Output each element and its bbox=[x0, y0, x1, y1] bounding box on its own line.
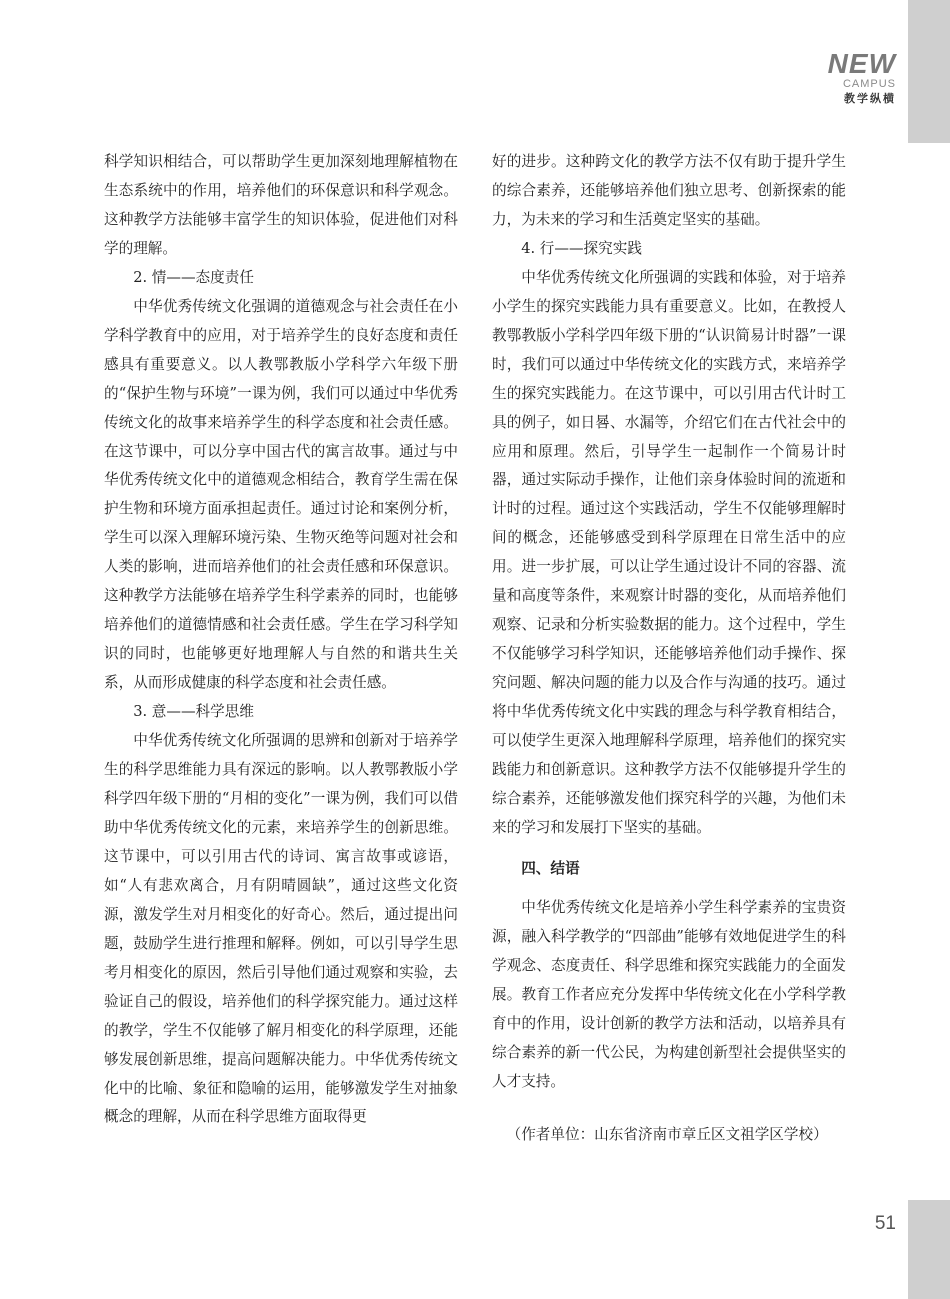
header-side-tab bbox=[908, 0, 950, 143]
right-column bbox=[492, 148, 846, 1149]
masthead-new-logo: NEW bbox=[827, 48, 896, 79]
footer-side-tab bbox=[908, 1200, 950, 1299]
subheading-inquiry-practice: 4. 行——探究实践 bbox=[521, 239, 642, 257]
left-column bbox=[104, 148, 458, 1132]
section-title-conclusion: 四、结语 bbox=[521, 859, 580, 877]
paragraph-attitude-responsibility: 中华优秀传统文化强调的道德观念与社会责任在小学科学教育中的应用，对于培养学生的良好态度和责任感具有重要意义。以人教鄂教版小学科学六年级下册的“保护生物与环境”一课为例，我们可以通过中华优秀传统文化的故事来培养学生的科学态度和社会责任感。在这节课中，可以分享中国古代的寓言故事。通过与中华优秀传统文化中的道德观念相结合，教育学生需在保护生物和环境方面承担起责任。通过讨论和案例分析，学生可以深入理解环境污染、生物灭绝等问题对社会和人类的影响，进而培养他们的社会责任感和环保意识。这种教学方法能够在培养学生科学素养的同时，也能够培养他们的道德情感和社会责任感。学生在学习科学知识的同时，也能够更好地理解人与自然的和谐共生关系，从而形成健康的科学态度和社会责任感。 bbox=[104, 297, 458, 692]
paragraph-continuation-right: 好的进步。这种跨文化的教学方法不仅有助于提升学生的综合素养，还能够培养他们独立思考、创新探索的能力，为未来的学习和生活奠定坚实的基础。 bbox=[492, 153, 846, 228]
paragraph-conclusion: 中华优秀传统文化是培养小学生科学素养的宝贵资源，融入科学教学的“四部曲”能够有效地促进学生的科学观念、态度责任、科学思维和探究实践能力的全面发展。教育工作者应充分发挥中华传统文化在小学科学教育中的作用，设计创新的教学方法和活动，以培养具有综合素养的新一代公民，为构建创新型社会提供坚实的人才支持。 bbox=[492, 898, 846, 1090]
page-number: 51 bbox=[874, 1213, 896, 1234]
masthead bbox=[828, 50, 896, 108]
author-affiliation: （作者单位：山东省济南市章丘区文祖学区学校） bbox=[506, 1125, 828, 1143]
masthead-campus-label: CAMPUS bbox=[842, 78, 896, 90]
subheading-attitude-responsibility: 2. 情——态度责任 bbox=[133, 268, 254, 286]
paragraph-inquiry-practice: 中华优秀传统文化所强调的实践和体验，对于培养小学生的探究实践能力具有重要意义。比如，在教授人教鄂教版小学科学四年级下册的“认识简易计时器”一课时，我们可以通过中华传统文化的实践方式，来培养学生的探究实践能力。在这节课中，可以引用古代计时工具的例子，如日晷、水漏等，介绍它们在古代社会中的应用和原理。然后，引导学生一起制作一个简易计时器，通过实际动手操作，让他们亲身体验时间的流逝和计时的过程。通过这个实践活动，学生不仅能够理解时间的概念，还能够感受到科学原理在日常生活中的应用。进一步扩展，可以让学生通过设计不同的容器、流量和高度等条件，来观察计时器的变化，从而培养他们观察、记录和分析实验数据的能力。这个过程中，学生不仅能够学习科学知识，还能够培养他们动手操作、探究问题、解决问题的能力以及合作与沟通的技巧。通过将中华优秀传统文化中实践的理念与科学教育相结合，可以使学生更深入地理解科学原理，培养他们的探究实践能力和创新意识。这种教学方法不仅能够提升学生的综合素养，还能够激发他们探究科学的兴趣，为他们未来的学习和发展打下坚实的基础。 bbox=[492, 268, 846, 836]
paragraph-scientific-thinking: 中华优秀传统文化所强调的思辨和创新对于培养学生的科学思维能力具有深远的影响。以人教鄂教版小学科学四年级下册的“月相的变化”一课为例，我们可以借助中华优秀传统文化的元素，来培养学生的创新思维。这节课中，可以引用古代的诗词、寓言故事或谚语，如“人有悲欢离合，月有阴晴圆缺”，通过这些文化资源，激发学生对月相变化的好奇心。然后，通过提出问题，鼓励学生进行推理和解释。例如，可以引导学生思考月相变化的原因，然后引导他们通过观察和实验，去验证自己的假设，培养他们的科学探究能力。通过这样的教学，学生不仅能够了解月相变化的科学原理，还能够发展创新思维，提高问题解决能力。中华优秀传统文化中的比喻、象征和隐喻的运用，能够激发学生对抽象概念的理解，从而在科学思维方面取得更 bbox=[104, 732, 458, 1126]
paragraph-continuation: 科学知识相结合，可以帮助学生更加深刻地理解植物在生态系统中的作用，培养他们的环保意识和科学观念。这种教学方法能够丰富学生的知识体验，促进他们对科学的理解。 bbox=[104, 153, 458, 257]
masthead-column-name: 教学纵横 bbox=[844, 92, 896, 105]
subheading-scientific-thinking: 3. 意——科学思维 bbox=[133, 703, 254, 721]
